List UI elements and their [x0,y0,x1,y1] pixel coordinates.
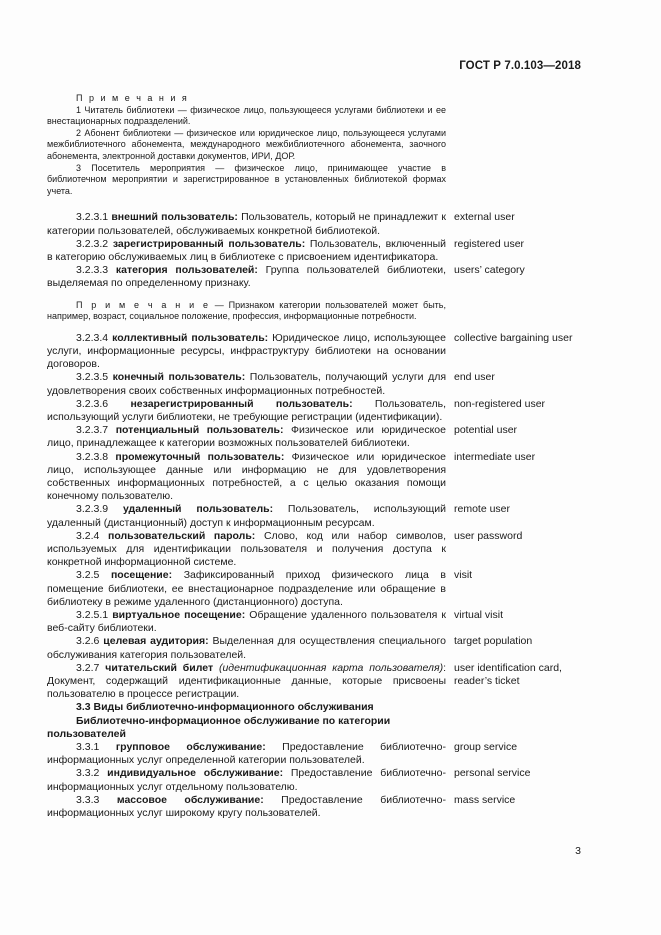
term-entry [47,741,518,767]
note-item: 2 Абонент библиотеки — физическое или юридическое лицо, пользующееся услугами межбиблиотечного абонемента, международного межбиблиотечного абонемента, заочного абонемента, электронной доставки документов, ИРИ, ДОР. [47,127,446,161]
term-entry [47,331,573,372]
term-entry [47,211,515,237]
term-number: 3.2.3.4 [76,331,109,344]
term-definition: Пользователь, включенный в категорию обслуживаемых лиц в библиотеке с присвоением идентификатора. [47,237,446,263]
term-english: virtual visit [454,609,504,622]
term-english: end user [454,371,495,384]
term-number: 3.2.3.7 [76,424,109,437]
term-definition: Физическое или юридическое лицо, принадлежащее к категории возможных пользователей библиотеки. [47,424,446,450]
term-name: конечный пользователь: [112,371,246,384]
term-name: удаленный пользователь: [122,503,274,516]
document-body [47,93,573,820]
term-number: 3.2.4 [76,529,100,542]
term-number: 3.2.6 [76,635,100,648]
term-definition: Предоставление библиотечно-информационных услуг широкому кругу пользователей. [47,793,446,820]
term-english: registered user [454,237,525,250]
page-number: 3 [575,845,581,857]
term-number: 3.2.5.1 [76,609,109,622]
term-definition: Предоставление библиотечно-информационных услуг определенной категории пользователей. [47,741,446,767]
term-number: 3.2.3.1 [76,211,109,224]
term-entry [47,397,546,424]
term-definition: Предоставление библиотечно-информационных услуг отдельному пользователю. [47,767,446,793]
term-number: 3.2.3.5 [76,371,109,384]
term-entry [47,529,523,570]
term-definition: Пользователь, использующий удаленный (дистанционный) доступ к информационным ресурсам. [47,503,446,529]
term-english: user identification card, reader’s ticket [454,661,562,688]
term-name: читательский билет [105,661,214,674]
notes-heading: П р и м е ч а н и я [76,93,189,103]
term-entry [47,371,495,397]
note-item: 1 Читатель библиотеки — физическое лицо, пользующееся услугами библиотеки и ее внестационарных подразделений. [47,104,446,127]
notes-block [47,93,446,197]
term-english: external user [454,211,515,224]
term-definition: Пользователь, использующий услуги библиотеки, не требующие регистрации (идентификации). [47,397,446,423]
term-definition: Группа пользователей библиотеки, выделяемая по определенному признаку. [47,264,446,290]
term-entry [47,424,518,450]
term-english: potential user [454,424,518,437]
note-text: — Признаком категории пользователей может быть, например, возраст, социальное положение, профессия, информационные потребности. [47,299,446,322]
term-number: 3.2.7 [76,661,100,674]
term-name: виртуальное посещение: [112,609,246,622]
term-number: 3.2.5 [76,569,100,582]
term-entry [47,569,473,609]
term-entry [47,609,504,635]
term-number: 3.2.3.3 [76,264,109,277]
term-number: 3.3.2 [76,767,100,780]
term-name: целевая аудитория: [103,635,209,648]
term-entry [47,793,516,820]
term-english: non-registered user [454,397,546,410]
term-definition: Обращение удаленного пользователя к веб-сайту библиотеки. [47,609,446,635]
term-english: remote user [454,503,511,516]
term-number: 3.2.3.6 [76,397,109,410]
note-label: П р и м е ч а н и е [76,299,210,310]
term-english: collective bargaining user [454,331,573,344]
term-entry [47,450,536,504]
term-number: 3.3.1 [76,741,100,754]
category-note [47,300,446,323]
standard-designation: ГОСТ Р 7.0.103—2018 [459,60,581,72]
section-heading: 3.3 Виды библиотечно-информационного обслуживания [76,701,374,714]
term-definition: Юридическое лицо, использующее услуги, информационные ресурсы, инфраструктуру библиотеки на основании договоров. [47,331,446,371]
term-name: групповое обслуживание: [115,741,266,754]
term-english: intermediate user [454,450,536,463]
term-entry [47,237,525,264]
term-name: потенциальный пользователь: [115,424,284,437]
term-name: внешний пользователь: [111,211,238,224]
term-english: visit [454,569,473,582]
term-number: 3.3.3 [76,793,100,806]
term-english: mass service [454,793,516,806]
term-name: индивидуальное обслуживание: [107,767,284,780]
term-name: массовое обслуживание: [116,793,264,806]
term-definition: Пользователь, который не принадлежит к категории пользователей, обслуживаемых конкретной библиотекой. [47,211,446,237]
term-alt-name: (идентификационная карта пользователя) [213,661,444,674]
note-item: 3 Посетитель мероприятия — физическое лицо, принимающее участие в библиотечном мероприятии и зарегистрированное в установленных библиотекой формах учета. [47,162,446,196]
term-name: посещение: [110,569,173,582]
term-definition: Слово, код или набор символов, используемых для идентификации пользователя и получения доступа к конкретной информационной системе. [47,529,447,569]
term-definition: Зафиксированный приход физического лица в помещение библиотеки, ее внестационарное подразделение или обращение в библиотеку в режиме удаленного (дистанционного) доступа. [47,569,446,608]
term-entry [47,503,511,529]
term-english: user password [454,529,523,542]
term-name: категория пользователей: [115,264,258,277]
term-number: 3.2.3.2 [76,237,109,250]
term-number: 3.2.3.9 [76,503,109,516]
term-name: пользовательский пароль: [108,529,256,542]
term-definition: : Документ, содержащий идентификационные данные, которые присвоены пользователю в процессе регистрации. [47,661,446,701]
term-name: незарегистрированный пользователь: [130,397,353,410]
term-name: зарегистрированный пользователь: [112,237,306,250]
term-definition: Пользователь, получающий услуги для удовлетворения своих собственных информационных потребностей. [47,371,447,397]
term-entry [47,661,562,702]
term-name: промежуточный пользователь: [115,450,285,463]
term-name: коллективный пользователь: [112,331,269,344]
term-english: users’ category [454,264,525,277]
term-english: group service [454,741,518,754]
term-english: target population [454,635,533,648]
term-entry [47,767,531,793]
term-entry [47,635,533,661]
subsection-heading: Библиотечно-информационное обслуживание по категории пользователей [47,714,391,740]
term-definition: Выделенная для осуществления специального обслуживания категория пользователей. [47,635,446,661]
term-english: personal service [454,767,531,780]
term-number: 3.2.3.8 [76,450,109,463]
term-definition: Физическое или юридическое лицо, использующее данные или информацию не для удовлетворения собственных информационных потребностей, а с целью оказания помощи конечному пользователю. [47,450,446,503]
term-entry [47,264,525,290]
